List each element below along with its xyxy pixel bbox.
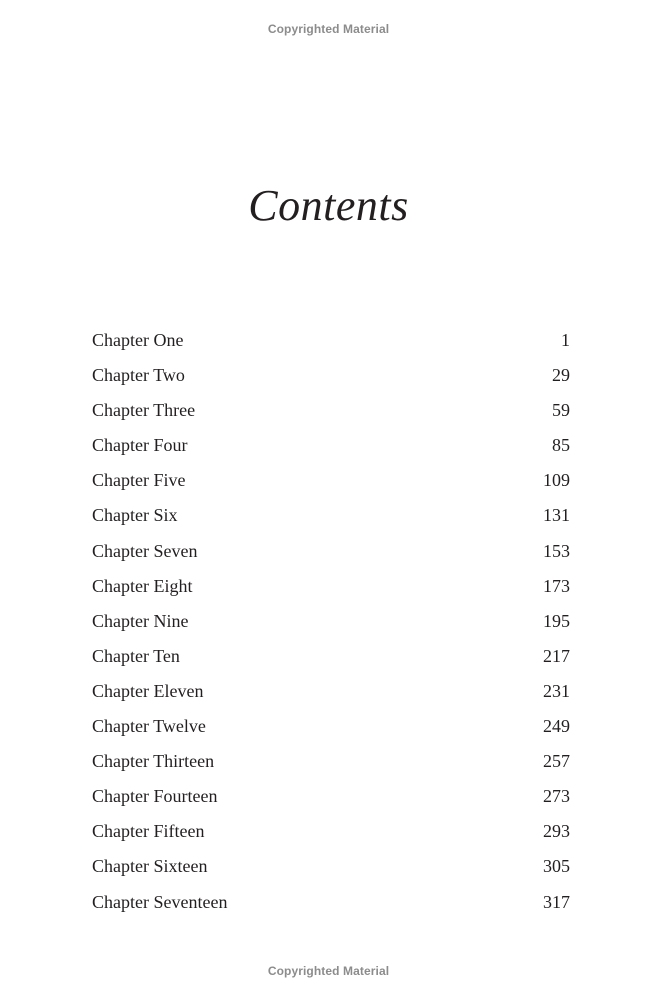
toc-entry-page-number: 273: [543, 786, 570, 807]
copyright-watermark-top: Copyrighted Material: [267, 22, 390, 36]
toc-entry-chapter-three: [92, 393, 570, 428]
page-title: Contents: [248, 181, 409, 230]
toc-entry-label: Chapter Three: [92, 400, 196, 421]
toc-entry-chapter-seventeen: [92, 885, 570, 920]
toc-entry-page-number: 131: [543, 505, 570, 526]
toc-entry-chapter-four: [92, 428, 570, 463]
toc-entry-chapter-twelve: [92, 709, 570, 744]
toc-entry-label: Chapter Eight: [92, 575, 193, 596]
toc-entry-label: Chapter Fourteen: [92, 786, 218, 807]
toc-entry-label: Chapter Nine: [92, 610, 189, 631]
toc-entry-page-number: 85: [552, 435, 570, 456]
toc-entry-page-number: 109: [543, 470, 570, 491]
toc-entry-label: Chapter Five: [92, 470, 186, 491]
toc-entry-chapter-fourteen: [92, 779, 570, 814]
toc-entry-page-number: 217: [543, 645, 570, 666]
toc-entry-label: Chapter Four: [92, 435, 188, 456]
toc-entry-label: Chapter Fifteen: [92, 821, 205, 842]
toc-entry-page-number: 249: [543, 716, 570, 737]
toc-entry-page-number: 153: [543, 540, 570, 561]
toc-entry-label: Chapter Seventeen: [92, 891, 228, 912]
toc-entry-page-number: 173: [543, 575, 570, 596]
toc-entry-page-number: 1: [561, 330, 570, 350]
toc-entry-page-number: 257: [543, 751, 570, 772]
toc-entry-chapter-thirteen: [92, 744, 570, 779]
toc-entry-label: Chapter Eleven: [92, 680, 204, 701]
toc-entry-page-number: 195: [543, 610, 570, 631]
toc-entry-chapter-eleven: [92, 674, 570, 709]
toc-entry-chapter-seven: [92, 534, 570, 569]
toc-entry-page-number: 29: [552, 365, 570, 386]
toc-entry-chapter-six: [92, 498, 570, 533]
table-of-contents: [92, 323, 570, 920]
toc-entry-chapter-nine: [92, 604, 570, 639]
toc-entry-chapter-two: [92, 358, 570, 393]
toc-entry-label: Chapter Two: [92, 365, 185, 386]
toc-entry-chapter-sixteen: [92, 849, 570, 884]
toc-entry-chapter-ten: [92, 639, 570, 674]
toc-entry-chapter-one: [92, 323, 570, 358]
toc-entry-page-number: 305: [543, 856, 570, 877]
toc-entry-chapter-fifteen: [92, 814, 570, 849]
toc-entry-page-number: 293: [543, 821, 570, 842]
toc-entry-page-number: 231: [543, 680, 570, 701]
toc-entry-page-number: 317: [543, 891, 570, 912]
toc-entry-chapter-eight: [92, 569, 570, 604]
toc-entry-page-number: 59: [552, 400, 570, 421]
toc-entry-label: Chapter One: [92, 330, 184, 350]
toc-entry-label: Chapter Ten: [92, 645, 180, 666]
copyright-watermark-bottom: Copyrighted Material: [267, 964, 390, 978]
toc-entry-label: Chapter Sixteen: [92, 856, 208, 877]
toc-entry-label: Chapter Seven: [92, 540, 198, 561]
toc-entry-label: Chapter Thirteen: [92, 751, 215, 772]
toc-entry-label: Chapter Twelve: [92, 716, 206, 737]
toc-entry-label: Chapter Six: [92, 505, 178, 526]
toc-entry-chapter-five: [92, 463, 570, 498]
